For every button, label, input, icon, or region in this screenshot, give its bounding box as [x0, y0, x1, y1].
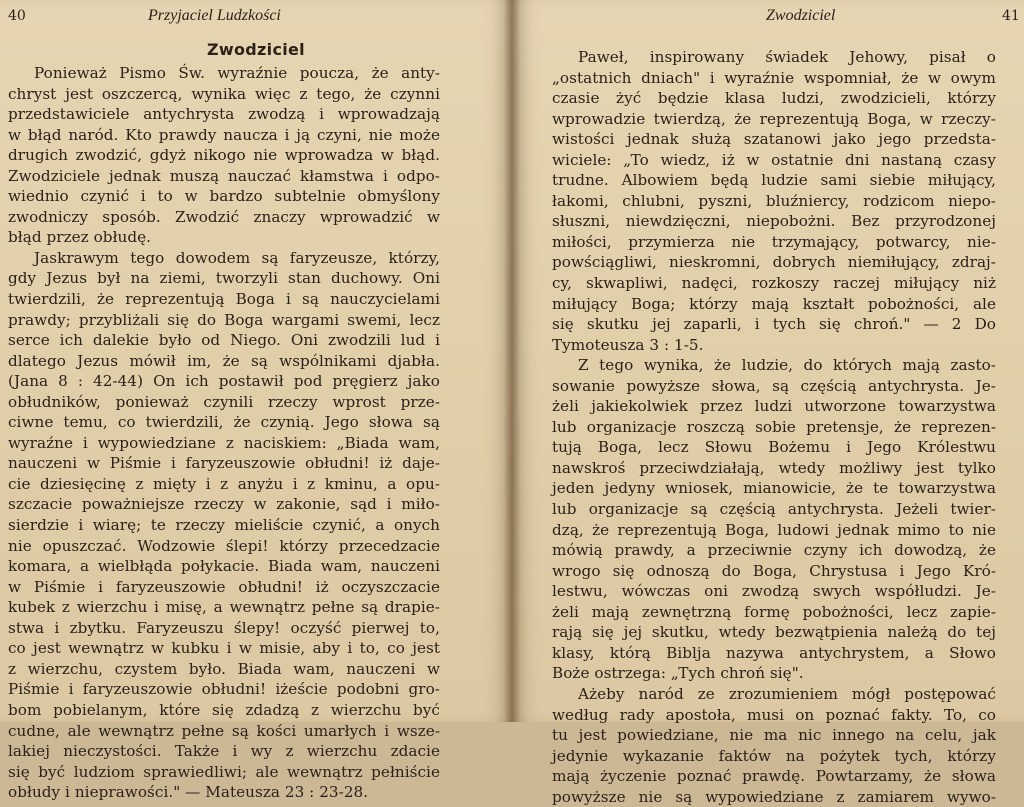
text-line: lakiej nieczystości. Także i wy z wierzchu zdacie: [8, 742, 440, 761]
text-line: (Jana 8 : 42-44) On ich postawił pod pręgierz jako: [8, 372, 440, 391]
text-line: Boże ostrzega: „Tych chroń się".: [552, 664, 804, 683]
text-line: wiciele: „To wiedz, iż w ostatnie dni nastaną czasy: [552, 150, 996, 169]
text-line: łakomi, chlubni, pyszni, bluźniercy, rodzicom niepo-: [552, 191, 996, 210]
text-line: jedynie wykazanie faktów na pożytek tych, którzy: [552, 746, 996, 765]
book-gutter: [504, 0, 520, 722]
text-line: lub organizacje roszczą sobie pretensje, że reprezen-: [552, 417, 996, 436]
text-line: nie opuszczać. Wodzowie ślepi! którzy przecedzacie: [8, 536, 440, 555]
text-line: lestwu, wówczas oni zwodzą swych współludzi. Je-: [552, 582, 996, 601]
text-line: Zwodziciele jednak muszą nauczać kłamstwa i odpo-: [8, 166, 440, 185]
body-text: [552, 47, 996, 807]
body-text: [8, 63, 440, 803]
text-line: trudne. Albowiem będą ludzie sami siebie miłujący,: [552, 171, 996, 190]
text-line: Z tego wynika, że ludzie, do których mają zasto-: [578, 356, 996, 375]
text-line: się skutku jej zaparli, i tych się chroń." — 2 Do: [552, 315, 996, 334]
text-line: mają życzenie poznać prawdę. Powtarzamy, że słowa: [552, 767, 996, 786]
text-line: wistości jednak służą szatanowi jako jego przedsta-: [552, 130, 996, 149]
text-line: sowanie powyższe słowa, są częścią antychrysta. Je-: [552, 376, 996, 395]
right-page: [512, 0, 1024, 806]
text-line: z wierzchu, czystem było. Biada wam, nauczeni w: [8, 659, 440, 678]
chapter-title: Zwodziciel: [207, 40, 305, 59]
text-line: miłości, przymierza nie trzymający, potwarcy, nie-: [552, 232, 996, 251]
text-line: twierdzili, że reprezentują Boga i są nauczycielami: [8, 290, 440, 309]
text-line: Ażeby naród ze zrozumieniem mógł postępować: [578, 684, 996, 703]
text-line: według rady apostoła, musi on poznać fakty. To, co: [552, 705, 996, 724]
text-line: drugich zwodzić, gdyż nikogo nie wprowadza w błąd.: [8, 146, 440, 165]
text-line: chryst jest oszczercą, wynika więc z tego, że czynni: [8, 84, 440, 103]
text-line: Jaskrawym tego dowodem są faryzeusze, którzy,: [34, 248, 440, 267]
text-line: cudne, ale wewnątrz pełne są kości umarłych i wsze-: [8, 721, 440, 740]
text-line: serce ich dalekie było od Niego. Oni zwodzili lud i: [8, 331, 440, 350]
text-line: nauczeni w Piśmie i faryzeuszowie obłudni! iż daje-: [8, 454, 440, 473]
text-line: miłujący Boga; którzy mają kształt pobożności, ale: [552, 294, 996, 313]
text-line: Piśmie i faryzeuszowie obłudni! iżeście podobni gro-: [8, 680, 440, 699]
text-line: ciwne temu, co twierdzili, że czynią. Jego słowa są: [8, 413, 440, 432]
text-line: w błąd naród. Kto prawdy naucza i ją czyni, nie może: [8, 125, 440, 144]
text-line: jeden jedyny wniosek, mianowicie, że te towarzystwa: [552, 479, 996, 498]
text-line: szczacie poważniejsze rzeczy w zakonie, sąd i miło-: [8, 495, 440, 514]
text-line: lub organizacje są częścią antychrysta. Jeżeli twier-: [552, 500, 996, 519]
text-line: dzą, że reprezentują Boga, ludowi jednak mimo to nie: [552, 520, 996, 539]
text-line: obłudników, ponieważ czynili rzeczy wprost prze-: [8, 392, 440, 411]
page-number: 41: [1002, 8, 1020, 24]
text-line: zwodniczy sposób. Zwodzić znaczy wprowadzić w: [8, 207, 440, 226]
text-line: wyraźne i wypowiedziane z naciskiem: „Biada wam,: [8, 433, 440, 452]
text-line: rają się jej skutku, wtedy bezwątpienia należą do tej: [552, 623, 996, 642]
text-line: słuszni, niewdzięczni, niepobożni. Bez przyrodzonej: [552, 212, 996, 231]
text-line: przedstawiciele antychrysta zwodzą i wprowadzają: [8, 105, 440, 124]
text-line: gdy Jezus był na ziemi, tworzyli stan duchowy. Oni: [8, 269, 440, 288]
text-line: sierdzie i wiarę; te rzeczy mieliście czynić, a onych: [8, 516, 440, 535]
text-line: w Piśmie i faryzeuszowie obłudni! iż oczyszczacie: [8, 577, 440, 596]
text-line: Paweł, inspirowany świadek Jehowy, pisał o: [578, 48, 996, 66]
text-line: powyższe nie są wypowiedziane z zamiarem wywo-: [552, 787, 996, 806]
running-title: Przyjaciel Ludzkości: [148, 7, 281, 24]
text-line: dlatego Jezus mówił im, że są wspólnikami djabła.: [8, 351, 440, 370]
text-line: powściągliwi, nieskromni, dobrych niemiłujący, zdraj-: [552, 253, 996, 272]
text-line: wprowadzie twierdzą, że reprezentują Boga, w rzeczy-: [552, 109, 996, 128]
text-line: stwa i zbytku. Faryzeuszu ślepy! oczyść pierwej to,: [8, 618, 440, 637]
text-line: się być ludziom sprawiedliwi; ale wewnątrz pełniście: [8, 762, 440, 781]
text-line: żeli mają zewnętrzną formę pobożności, lecz zapie-: [552, 602, 996, 621]
text-line: tu jest powiedziane, nie ma nic innego na celu, jak: [552, 726, 996, 745]
text-line: cie dziesięcinę z mięty i z anyżu i z kminu, a opu-: [8, 474, 440, 493]
text-line: wiednio czynić i to w bardzo subtelnie obmyślony: [8, 187, 440, 206]
text-line: kubek z wierzchu i misę, a wewnątrz pełne są drapie-: [8, 598, 440, 617]
text-line: obłudy i nieprawości." — Mateusza 23 : 23-28.: [8, 783, 369, 802]
text-line: żeli jakiekolwiek przez ludzi utworzone towarzystwa: [552, 397, 996, 416]
text-line: wrogo się odnoszą do Boga, Chrystusa i Jego Kró-: [552, 561, 996, 580]
text-line: Ponieważ Pismo Św. wyraźnie poucza, że anty-: [34, 64, 440, 82]
text-line: czasie żyć będzie klasa ludzi, zwodzicieli, którzy: [552, 89, 996, 108]
text-line: Tymoteusza 3 : 1-5.: [552, 335, 704, 354]
text-line: nawskroś przeciwdziałają, wtedy możliwy jest tylko: [552, 458, 996, 477]
page-number: 40: [8, 8, 26, 24]
text-line: prawdy; przybliżali się do Boga wargami swemi, lecz: [8, 310, 440, 329]
running-title: Zwodziciel: [766, 7, 836, 24]
text-line: cy, skwapliwi, nadęci, rozkoszy raczej miłujący niż: [552, 274, 996, 293]
left-page: [0, 0, 512, 802]
text-line: co jest wewnątrz w kubku i w misie, aby i to, co jest: [8, 639, 440, 658]
text-line: komara, a wielbłąda połykacie. Biada wam, nauczeni: [8, 557, 440, 576]
text-line: bom pobielanym, które się zdadzą z wierzchu być: [8, 700, 440, 719]
text-line: klasy, którą Biblja nazywa antychrystem, a Słowo: [552, 643, 996, 662]
text-line: „ostatnich dniach" i wyraźnie wspomniał, że w owym: [552, 68, 996, 87]
text-line: błąd przez obłudę.: [8, 228, 152, 247]
text-line: tują Boga, lecz Słowu Bożemu i Jego Królestwu: [552, 438, 996, 457]
text-line: mówią prawdy, a przeciwnie czyny ich dowodzą, że: [552, 541, 996, 560]
